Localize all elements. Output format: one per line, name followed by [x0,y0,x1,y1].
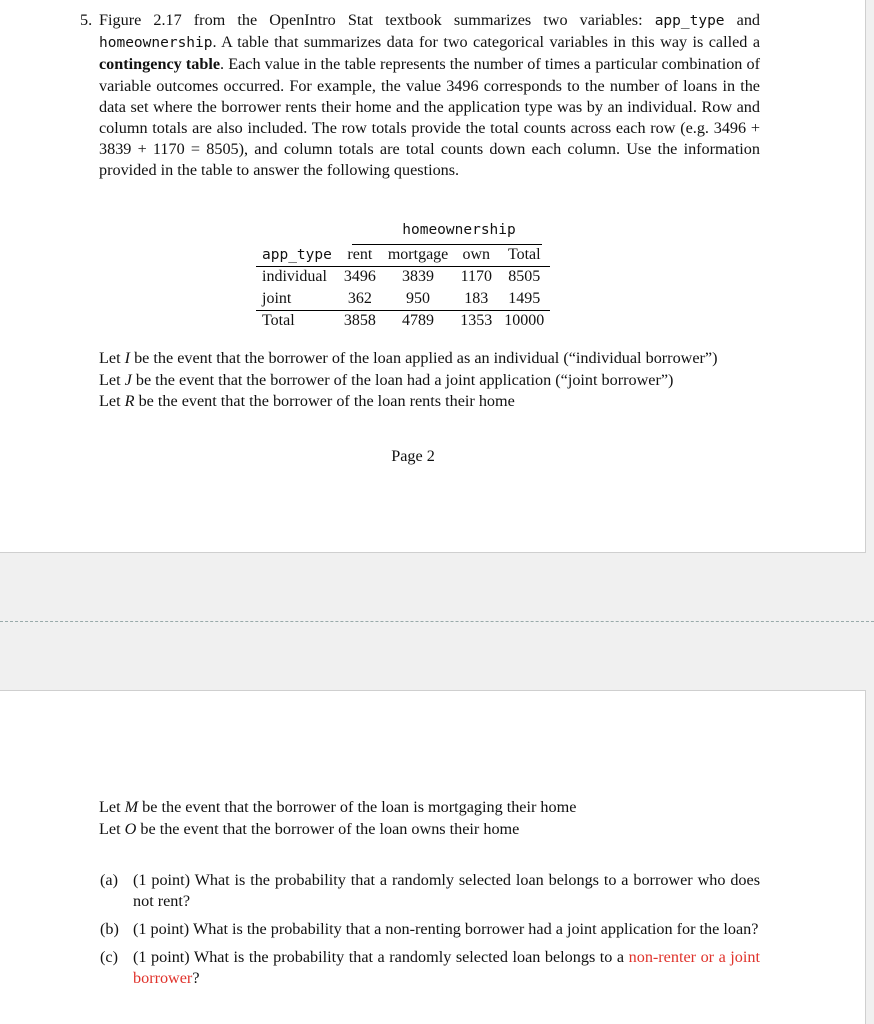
event-text: be the event that the borrower of the loan is mortgaging their home [138,798,577,816]
event-variable: O [124,819,137,838]
table-cell: 10000 [504,312,545,330]
page-number: Page 2 [391,447,435,465]
event-text: be the event that the borrower of the loan applied as an individual (“individual borrower”) [130,349,718,367]
term-contingency-table: contingency table [99,55,221,74]
problem-text-part: . A table that summarizes data for two categorical variables in this way is called a [212,33,760,52]
table-col-header: mortgage [382,244,454,266]
event-line [99,370,799,392]
question-a [100,870,760,912]
table-cell: 1495 [498,288,550,310]
table-cell: 3496 [343,268,376,286]
variable-homeownership: homeownership [99,35,213,52]
event-variable: M [124,798,139,816]
event-text: Let [99,798,125,816]
table-cell: 3839 [402,268,435,286]
question-text: (1 point) What is the probability that a non-renting borrower had a joint application for the loan? [133,920,759,938]
problem-text-part: and [724,11,761,29]
highlighted-phrase: non-renter or a joint borrower [133,948,760,987]
question-text: (1 point) What is the probability that a randomly selected loan belongs to a borrower who does not rent? [133,871,760,910]
question-b [100,919,760,940]
event-text: Let [99,370,125,389]
question-text-part: ? [192,969,200,987]
table-row-label: individual [262,268,327,286]
table-cell: 1170 [460,268,492,286]
problem-text-part: . Each value in the table represents the number of times a particular combination of variable outcomes occurred. For example, the value 3496 corresponds to the number of loans in the data set where the borrower rents their home and the application type was by an individual. Row and column totals are also included. The row totals provide the total counts across each row (e.g. 3496 + 3839 + 1170 = 8505), and column totals are total counts down each column. Use the information provided in the table to answer the following questions. [99,55,760,180]
event-variable: I [124,349,131,367]
question-label: (a) [100,871,118,889]
question-label: (c) [100,948,118,966]
event-text: be the event that the borrower of the loan rents their home [134,392,515,410]
question-label: (b) [100,920,119,938]
variable-app-type: app_type [654,13,725,29]
event-text: Let [99,392,125,410]
problem-text [99,10,760,182]
question-text-part: (1 point) What is the probability that a randomly selected loan belongs to a [133,948,629,966]
event-line [99,797,799,819]
table-row [256,266,550,288]
problem-text-part: Figure 2.17 from the OpenIntro Stat textbook summarizes two variables: [99,11,655,29]
table-col-header: rent [338,244,382,266]
table-cell: 8505 [508,268,541,286]
problem-5 [80,10,760,182]
question-text [133,947,760,989]
event-definitions-2 [99,797,799,840]
problem-number: 5. [80,11,93,29]
table-row [256,288,550,310]
event-line [99,391,799,413]
event-line [99,348,799,370]
table-row [256,310,550,332]
table-row-header: app_type [256,244,338,266]
table-cell: 362 [338,288,382,310]
table-cell: 1353 [460,312,493,330]
table-grid [256,244,550,332]
table-cell: 4789 [402,312,435,330]
page-break-divider [0,621,874,622]
table-cell: 183 [454,288,498,310]
event-line [99,819,799,841]
event-definitions-1 [99,348,799,413]
table-row-label: Total [262,312,295,330]
event-text: be the event that the borrower of the loan owns their home [136,819,520,838]
event-text: Let [99,819,125,838]
table-group-header: homeownership [402,222,516,238]
question-c [100,947,760,989]
table-cell: 3858 [343,312,376,330]
table-header-row [256,244,550,266]
table-col-header: Total [498,244,550,266]
event-text: be the event that the borrower of the loan had a joint application (“joint borrower”) [131,370,674,389]
table-cell: 950 [382,288,454,310]
event-text: Let [99,349,125,367]
question-list [100,870,760,996]
table-col-header: own [454,244,498,266]
event-variable: R [124,392,135,410]
event-variable: J [124,370,132,389]
table-row-label: joint [256,288,338,310]
